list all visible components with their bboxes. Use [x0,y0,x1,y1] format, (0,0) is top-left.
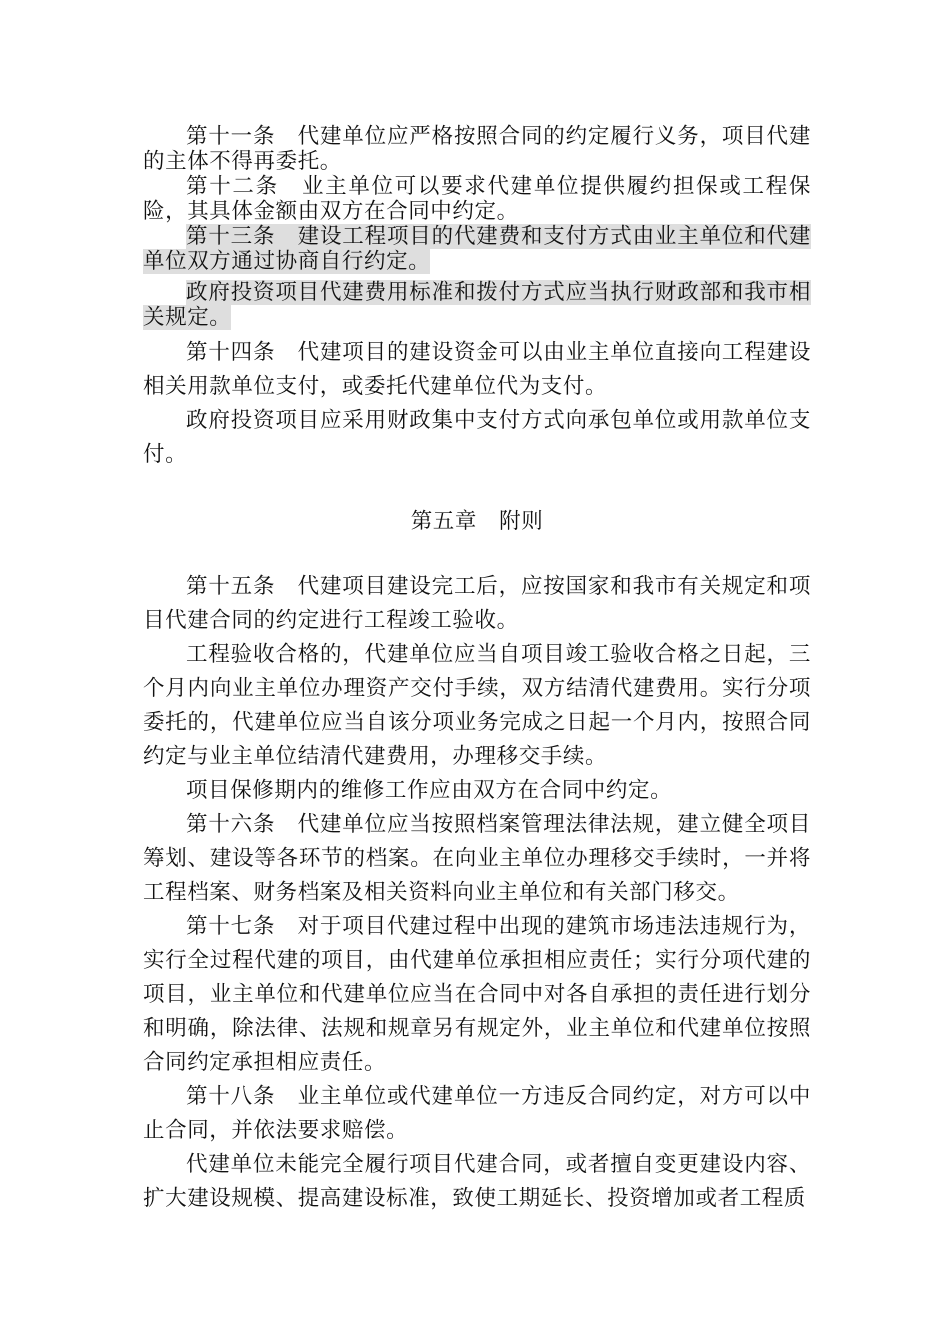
breach-paragraph: 代建单位未能完全履行项目代建合同，或者擅自变更建设内容、扩大建设规模、提高建设标准，致使工期延长、投资增加或者工程质 [143,1152,811,1211]
article-17: 第十七条 对于项目代建过程中出现的建筑市场违法违规行为，实行全过程代建的项目，由代建单位承担相应责任；实行分项代建的项目，业主单位和代建单位应当在合同中对各自承担的责任进行划分和明确，除法律、法规和规章另有规定外，业主单位和代建单位按照合同约定承担相应责任。 [143,914,811,1075]
payment-paragraph: 政府投资项目应采用财政集中支付方式向承包单位或用款单位支付。 [143,408,811,467]
article-11: 第十一条 代建单位应严格按照合同的约定履行义务，项目代建的主体不得再委托。 [143,124,811,174]
article-16: 第十六条 代建单位应当按照档案管理法律法规，建立健全项目筹划、建设等各环节的档案。在向业主单位办理移交手续时，一并将工程档案、财务档案及相关资料向业主单位和有关部门移交。 [143,812,811,905]
article-18: 第十八条 业主单位或代建单位一方违反合同约定，对方可以中止合同，并依法要求赔偿。 [143,1084,811,1143]
fee-standard-paragraph [143,280,811,330]
article-block-top [143,124,811,330]
article-14: 第十四条 代建项目的建设资金可以由业主单位直接向工程建设相关用款单位支付，或委托代建单位代为支付。 [143,340,811,399]
chapter-title: 第五章 附则 [410,509,544,534]
fee-standard-highlight: 政府投资项目代建费用标准和拨付方式应当执行财政部和我市相关规定。 [143,280,811,330]
article-block-bottom [143,570,811,1216]
article-15: 第十五条 代建项目建设完工后，应按国家和我市有关规定和项目代建合同的约定进行工程竣工验收。 [143,574,811,633]
article-13-highlight: 第十三条 建设工程项目的代建费和支付方式由业主单位和代建单位双方通过协商自行约定。 [143,224,811,274]
warranty-paragraph: 项目保修期内的维修工作应由双方在合同中约定。 [186,778,673,803]
article-12: 第十二条 业主单位可以要求代建单位提供履约担保或工程保险，其具体金额由双方在合同中约定。 [143,174,811,224]
article-block-mid [143,336,811,472]
article-13 [143,224,811,274]
acceptance-paragraph: 工程验收合格的，代建单位应当自项目竣工验收合格之日起，三个月内向业主单位办理资产交付手续，双方结清代建费用。实行分项委托的，代建单位应当自该分项业务完成之日起一个月内，按照合同约定与业主单位结清代建费用，办理移交手续。 [143,642,811,769]
